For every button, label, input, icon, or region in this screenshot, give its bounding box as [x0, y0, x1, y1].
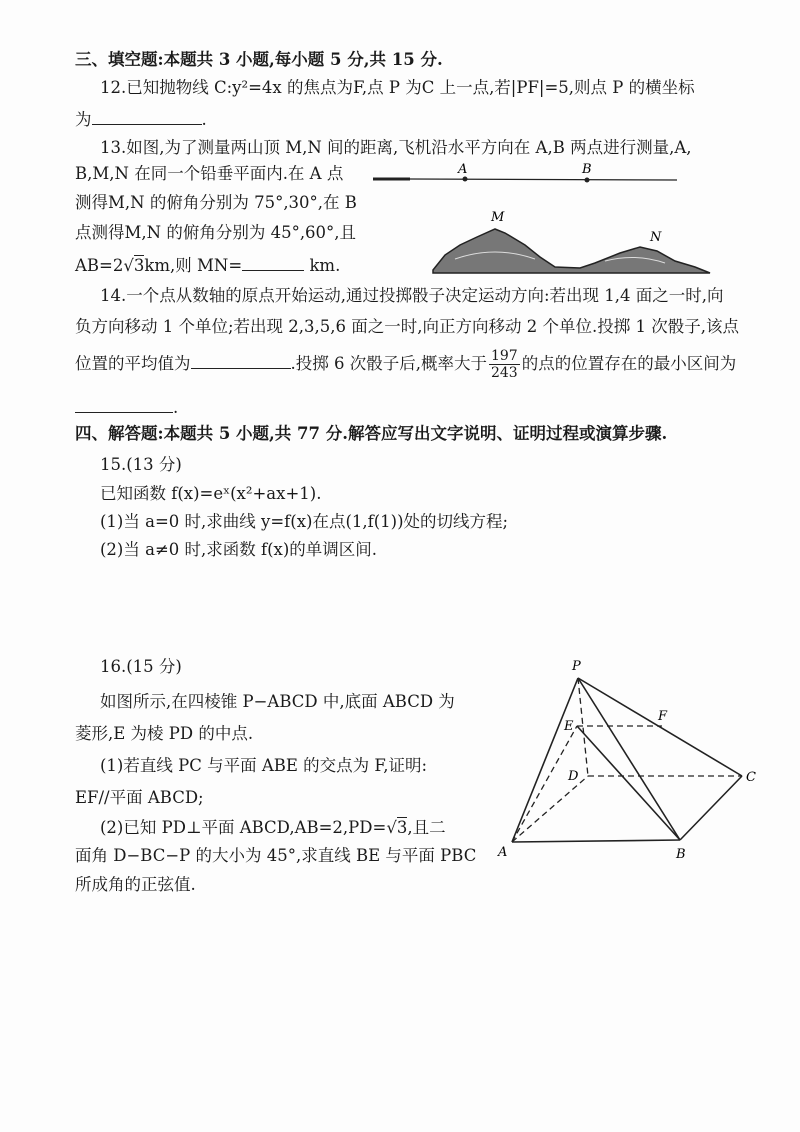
q12-line1: 12.已知抛物线 C:y²=4x 的焦点为F,点 P 为C 上一点,若|PF|=5,则点 P 的横坐标 — [100, 78, 695, 97]
label-F: F — [658, 709, 668, 724]
section4-title: 四、解答题:本题共 5 小题,共 77 分.解答应写出文字说明、证明过程或演算步骤. — [75, 424, 668, 443]
label-C: C — [746, 770, 756, 785]
label-A: A — [498, 845, 508, 860]
q12-line2-post: . — [201, 110, 207, 129]
q12-line2 — [75, 108, 207, 130]
fraction-denominator: 243 — [490, 365, 518, 381]
q16-line2: 菱形,E 为棱 PD 的中点. — [75, 724, 254, 743]
answer-blank — [75, 396, 173, 413]
label-M: M — [491, 210, 505, 225]
q14-line3-post: 的点的位置存在的最小区间为 — [521, 354, 737, 373]
fraction — [489, 348, 520, 381]
q13-line4: 点测得M,N 的俯角分别为 45°,60°,且 — [75, 223, 357, 242]
q16-line5-post: ,且二 — [407, 818, 446, 837]
q14-line4-post: . — [173, 398, 179, 417]
label-A: A — [458, 162, 468, 177]
q16-line4: EF//平面 ABCD; — [75, 788, 204, 807]
q15-line2: (1)当 a=0 时,求曲线 y=f(x)在点(1,f(1))处的切线方程; — [100, 512, 509, 531]
q16-line1: 如图所示,在四棱锥 P−ABCD 中,底面 ABCD 为 — [100, 692, 455, 711]
q14-line4 — [75, 396, 178, 418]
answer-blank — [92, 108, 202, 125]
q14-line3-pre: 位置的平均值为 — [75, 354, 191, 373]
section3-title: 三、填空题:本题共 3 小题,每小题 5 分,共 15 分. — [75, 50, 443, 69]
answer-blank — [242, 254, 304, 271]
q16-line6: 面角 D−BC−P 的大小为 45°,求直线 BE 与平面 PBC — [75, 846, 477, 865]
label-D: D — [568, 769, 579, 784]
q12-line2-pre: 为 — [75, 110, 92, 129]
q14-line3-mid: .投掷 6 次骰子后,概率大于 — [290, 354, 487, 373]
sqrt-value: 3 — [133, 256, 145, 275]
q13-line5-post: km. — [309, 256, 341, 275]
answer-blank — [191, 352, 291, 369]
q16-line5: (2)已知 PD⊥平面 ABCD,AB=2,PD=√3,且二 — [100, 818, 446, 837]
q15-line1: 已知函数 f(x)=eˣ(x²+ax+1). — [100, 484, 322, 503]
q13-line2: B,M,N 在同一个铅垂平面内.在 A 点 — [75, 164, 344, 183]
q14-line3 — [75, 347, 736, 381]
fraction-numerator: 197 — [490, 348, 518, 364]
q14-line1: 14.一个点从数轴的原点开始运动,通过投掷骰子决定运动方向:若出现 1,4 面之一时,向 — [100, 286, 724, 305]
q15-line3: (2)当 a≠0 时,求函数 f(x)的单调区间. — [100, 540, 378, 559]
label-B: B — [582, 162, 592, 177]
q16-line7: 所成角的正弦值. — [75, 875, 196, 894]
label-N: N — [650, 230, 662, 245]
q13-line5-pre: AB=2 — [75, 256, 124, 275]
q13-line3: 测得M,N 的俯角分别为 75°,30°,在 B — [75, 193, 357, 212]
q15-head: 15.(13 分) — [100, 455, 182, 474]
sqrt-value: 3 — [396, 818, 408, 837]
q13-line5-mid: km,则 MN= — [144, 256, 243, 275]
q13-line5: AB=2√3km,则 MN= km. — [75, 256, 341, 275]
q13-mountain-figure — [365, 155, 755, 280]
q16-head: 16.(15 分) — [100, 657, 182, 676]
q13-line1: 13.如图,为了测量两山顶 M,N 间的距离,飞机沿水平方向在 A,B 两点进行测量,A, — [100, 138, 692, 157]
q14-line2: 负方向移动 1 个单位;若出现 2,3,5,6 面之一时,向正方向移动 2 个单位.投掷 1 次骰子,该点 — [75, 317, 739, 336]
label-P: P — [572, 659, 581, 674]
q16-line3: (1)若直线 PC 与平面 ABE 的交点为 F,证明: — [100, 756, 428, 775]
pyramid-figure — [490, 650, 770, 865]
label-B: B — [676, 847, 686, 862]
label-E: E — [564, 719, 574, 734]
q16-line5-pre: (2)已知 PD⊥平面 ABCD,AB=2,PD= — [100, 818, 387, 837]
